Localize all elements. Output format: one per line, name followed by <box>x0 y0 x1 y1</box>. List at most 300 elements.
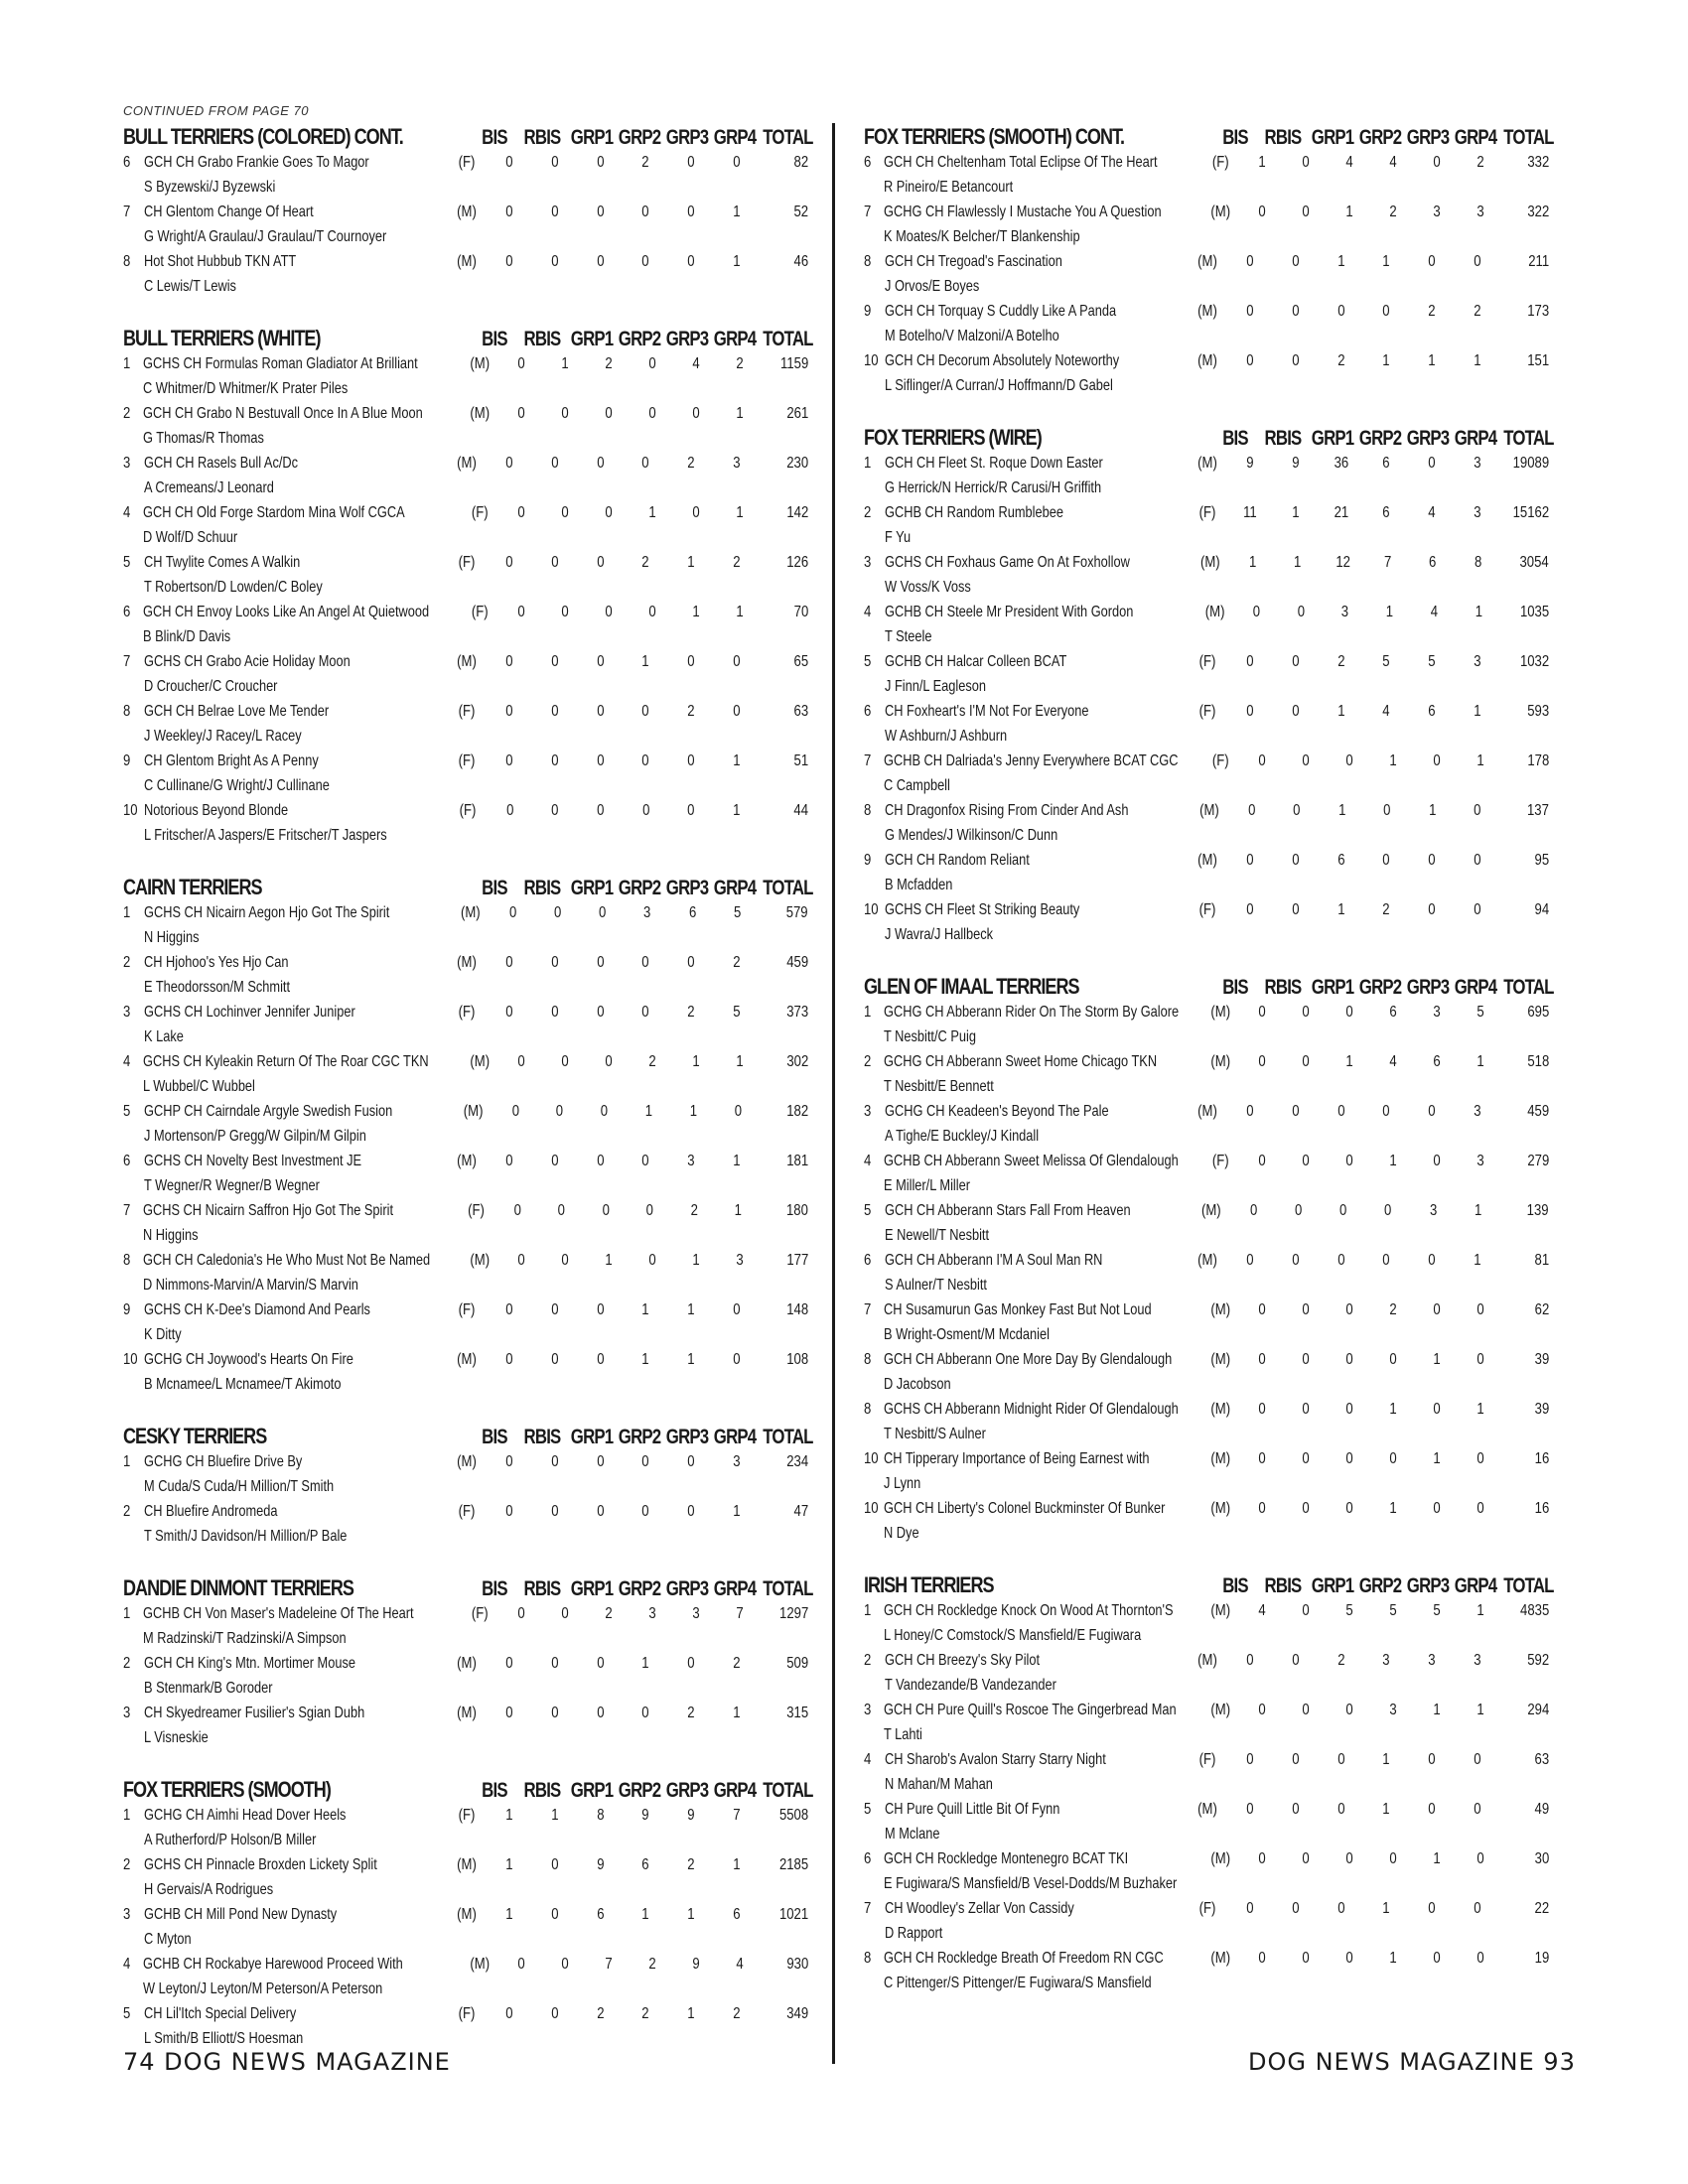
table-row <box>864 451 1559 500</box>
value-grp1: 2 <box>596 2005 605 2022</box>
value-grp2: 1 <box>641 1351 649 1368</box>
section-title: IRISH TERRIERS <box>864 1572 994 1597</box>
value-grp2: 1 <box>1389 1153 1397 1169</box>
rank: 6 <box>123 1153 131 1169</box>
table-row <box>123 200 818 249</box>
dog-info <box>144 798 448 848</box>
header-grp2: GRP2 <box>1358 126 1402 149</box>
value-rbis: 0 <box>551 1301 559 1318</box>
entry-list <box>864 1598 1559 1995</box>
dog-name: GCH CH Tregoad's Fascination <box>884 253 1062 270</box>
header-rbis: RBIS <box>1264 976 1302 999</box>
owners: B Wright-Osment/M Mcdaniel <box>884 1326 1051 1343</box>
sex: (M) <box>1197 1801 1217 1818</box>
table-row <box>864 798 1559 848</box>
value-bis: 0 <box>517 405 525 422</box>
header-grp1: GRP1 <box>570 1779 614 1802</box>
dog-info <box>885 550 1192 600</box>
value-grp4: 0 <box>1474 901 1481 918</box>
table-row <box>123 1952 818 2001</box>
value-grp1: 1 <box>1336 901 1345 918</box>
owners: S Aulner/T Nesbitt <box>884 1277 987 1294</box>
header-grp4: GRP4 <box>713 328 757 350</box>
rank: 2 <box>123 954 131 971</box>
table-row <box>123 798 818 848</box>
header-grp4: GRP4 <box>1454 126 1497 149</box>
sex: (M) <box>1197 1252 1217 1269</box>
dog-info <box>884 1946 1201 1995</box>
value-grp2: 0 <box>641 1503 649 1520</box>
rank: 2 <box>123 1856 131 1873</box>
table-row <box>123 1248 818 1297</box>
owners: C Cullinane/G Wright/J Cullinane <box>143 777 330 794</box>
header-grp3: GRP3 <box>665 126 709 149</box>
value-total: 181 <box>785 1153 808 1169</box>
value-bis: 0 <box>1246 1252 1254 1269</box>
rank: 8 <box>123 1252 131 1269</box>
dog-name: CH Glentom Bright As A Penny <box>143 752 319 769</box>
value-bis: 0 <box>1258 1004 1266 1021</box>
value-bis: 0 <box>505 1301 513 1318</box>
value-grp2: 0 <box>641 204 649 220</box>
table-row <box>123 1852 818 1902</box>
header-grp1: GRP1 <box>1311 976 1354 999</box>
sex: (F) <box>1198 653 1216 670</box>
sex: (M) <box>1210 1351 1231 1368</box>
value-grp4: 3 <box>1474 504 1481 521</box>
value-bis: 0 <box>505 204 513 220</box>
header-grp2: GRP2 <box>1358 1574 1402 1597</box>
value-grp2: 6 <box>1389 1004 1397 1021</box>
owners: F Yu <box>884 529 912 546</box>
value-bis: 0 <box>505 1351 513 1368</box>
owners: G Mendes/J Wilkinson/C Dunn <box>884 827 1058 844</box>
value-grp4: 5 <box>733 1004 741 1021</box>
value-grp2: 6 <box>1382 455 1390 472</box>
entry-list <box>123 1449 818 1549</box>
dog-name: CH Hjohoo's Yes Hjo Can <box>143 954 289 971</box>
table-row <box>123 1000 818 1049</box>
header-grp2: GRP2 <box>618 328 661 350</box>
sex: (M) <box>457 1705 477 1721</box>
header-total: TOTAL <box>1503 1574 1554 1597</box>
value-total: 22 <box>1534 1900 1549 1917</box>
column-headers <box>471 1577 818 1601</box>
value-total: 182 <box>785 1103 808 1120</box>
value-rbis: 0 <box>561 1053 569 1070</box>
value-grp2: 9 <box>641 1807 649 1824</box>
value-grp1: 0 <box>597 802 605 819</box>
rank: 3 <box>123 1705 131 1721</box>
value-bis: 1 <box>505 1856 513 1873</box>
value-grp4: 1 <box>733 204 741 220</box>
value-grp2: 2 <box>648 1956 656 1973</box>
value-grp1: 0 <box>605 604 613 620</box>
owners: L Visneskie <box>143 1729 209 1746</box>
dog-info <box>143 600 461 649</box>
section-header <box>123 1574 818 1601</box>
value-grp3: 1 <box>687 1351 695 1368</box>
owners: L Wubbel/C Wubbel <box>143 1078 256 1095</box>
value-grp3: 2 <box>687 703 695 720</box>
dog-name: Notorious Beyond Blonde <box>143 802 289 819</box>
value-rbis: 0 <box>1292 703 1300 720</box>
section-title: BULL TERRIERS (COLORED) CONT. <box>123 124 403 149</box>
rank: 6 <box>123 604 131 620</box>
table-row <box>864 1598 1559 1648</box>
value-grp1: 0 <box>1345 752 1353 769</box>
value-grp2: 1 <box>641 1655 649 1672</box>
owners: L Honey/C Comstock/S Mansfield/E Fugiwara <box>884 1627 1142 1644</box>
value-total: 592 <box>1526 1652 1549 1669</box>
value-grp2: 2 <box>1389 204 1397 220</box>
value-grp3: 0 <box>1433 752 1441 769</box>
value-grp2: 3 <box>643 904 651 921</box>
owners: L Siflinger/A Curran/J Hoffmann/D Gabel <box>884 377 1113 394</box>
value-grp2: 0 <box>648 355 656 372</box>
rank: 8 <box>123 703 131 720</box>
dog-info <box>884 1598 1201 1648</box>
value-grp3: 0 <box>1428 1751 1436 1768</box>
value-grp4: 1 <box>1477 1053 1484 1070</box>
rank: 9 <box>864 852 872 869</box>
value-rbis: 0 <box>551 1503 559 1520</box>
value-bis: 0 <box>505 653 513 670</box>
header-rbis: RBIS <box>1264 126 1302 149</box>
sex: (F) <box>1198 1900 1216 1917</box>
value-grp4: 2 <box>733 1655 741 1672</box>
value-rbis: 0 <box>1292 352 1300 369</box>
rank: 4 <box>864 1751 872 1768</box>
value-rbis: 0 <box>1302 1450 1310 1467</box>
value-grp4: 0 <box>1474 852 1481 869</box>
header-total: TOTAL <box>763 328 813 350</box>
value-grp4: 0 <box>1474 1751 1481 1768</box>
table-row <box>123 150 818 200</box>
value-grp3: 0 <box>1428 1103 1436 1120</box>
value-grp2: 1 <box>1389 1500 1397 1517</box>
value-grp1: 0 <box>1336 1103 1345 1120</box>
dog-info <box>144 749 447 798</box>
sex: (M) <box>1210 1602 1231 1619</box>
owners: T Vandezande/B Vandezander <box>884 1677 1056 1694</box>
dog-name: GCHG CH Aimhi Head Dover Heels <box>143 1807 347 1824</box>
sex: (M) <box>1210 1301 1231 1318</box>
value-rbis: 0 <box>1292 303 1300 320</box>
value-grp2: 2 <box>641 154 649 171</box>
rank: 2 <box>864 504 872 521</box>
rank: 6 <box>123 154 131 171</box>
rank: 4 <box>123 1053 131 1070</box>
rank: 3 <box>864 1702 872 1718</box>
owners: D Croucher/C Croucher <box>143 678 278 695</box>
sex: (F) <box>458 1807 476 1824</box>
entry-list <box>123 900 818 1397</box>
value-grp4: 1 <box>736 604 744 620</box>
value-total: 95 <box>1534 852 1549 869</box>
value-grp4: 1 <box>1474 1202 1482 1219</box>
sex: (M) <box>1210 1401 1231 1418</box>
dog-name: GCH CH Old Forge Stardom Mina Wolf CGCA <box>143 504 405 521</box>
value-grp4: 3 <box>1474 1652 1481 1669</box>
owners: A Rutherford/P Holson/B Miller <box>143 1832 317 1848</box>
value-bis: 0 <box>1258 752 1266 769</box>
sex: (F) <box>1198 901 1216 918</box>
value-grp4: 3 <box>1477 204 1484 220</box>
header-grp3: GRP3 <box>665 877 709 899</box>
header-grp2: GRP2 <box>618 126 661 149</box>
value-grp1: 2 <box>1336 653 1345 670</box>
value-grp3: 0 <box>1433 1950 1441 1967</box>
rank: 10 <box>864 352 879 369</box>
value-total: 4835 <box>1519 1602 1549 1619</box>
rank: 3 <box>123 455 131 472</box>
dog-name: GCHG CH Flawlessly I Mustache You A Question <box>884 204 1162 220</box>
dog-info <box>885 1747 1188 1797</box>
header-grp4: GRP4 <box>713 1779 757 1802</box>
dog-name: GCHS CH Lochinver Jennifer Juniper <box>143 1004 355 1021</box>
table-row <box>864 897 1559 947</box>
value-grp2: 1 <box>648 504 656 521</box>
owners: M Radzinski/T Radzinski/A Simpson <box>143 1630 347 1647</box>
sex: (F) <box>458 154 476 171</box>
value-total: 148 <box>785 1301 808 1318</box>
value-grp4: 1 <box>733 1153 741 1169</box>
table-row <box>123 2001 818 2051</box>
sex: (F) <box>458 1004 476 1021</box>
dog-info <box>885 249 1188 299</box>
value-total: 137 <box>1526 802 1549 819</box>
header-grp4: GRP4 <box>1454 1574 1497 1597</box>
value-grp3: 9 <box>692 1956 700 1973</box>
value-total: 16 <box>1534 1450 1549 1467</box>
value-grp1: 0 <box>601 1103 609 1120</box>
value-grp1: 0 <box>596 554 605 571</box>
value-grp1: 0 <box>596 1153 605 1169</box>
rank: 9 <box>864 303 872 320</box>
sex: (F) <box>1198 703 1216 720</box>
header-grp2: GRP2 <box>618 1577 661 1600</box>
sex: (M) <box>457 1351 477 1368</box>
dog-info <box>884 1297 1201 1347</box>
dog-name: GCHG CH Keadeen's Beyond The Pale <box>884 1103 1109 1120</box>
dog-name: GCH CH Liberty's Colonel Buckminster Of Bunker <box>884 1500 1166 1517</box>
value-bis: 0 <box>1258 1950 1266 1967</box>
rank: 5 <box>123 1103 131 1120</box>
dog-info <box>143 500 461 550</box>
value-rbis: 0 <box>1292 901 1300 918</box>
header-total: TOTAL <box>1503 427 1554 450</box>
sex: (M) <box>1197 1103 1217 1120</box>
value-rbis: 0 <box>1302 1153 1310 1169</box>
value-rbis: 0 <box>1302 1850 1310 1867</box>
table-row <box>864 1149 1559 1198</box>
section-title: FOX TERRIERS (SMOOTH) <box>123 1777 331 1802</box>
value-grp4: 2 <box>733 2005 741 2022</box>
sex: (M) <box>470 405 491 422</box>
rank: 4 <box>864 1153 872 1169</box>
sex: (M) <box>457 253 477 270</box>
value-grp1: 0 <box>1336 1252 1345 1269</box>
value-grp3: 2 <box>687 455 695 472</box>
value-grp1: 21 <box>1334 504 1348 521</box>
value-grp3: 3 <box>692 1605 700 1622</box>
dog-name: GCH CH Pure Quill's Roscoe The Gingerbread Man <box>884 1702 1177 1718</box>
value-grp1: 0 <box>596 1453 605 1470</box>
value-rbis: 0 <box>1294 1202 1303 1219</box>
value-grp1: 0 <box>1336 1900 1345 1917</box>
value-total: 230 <box>785 455 808 472</box>
value-rbis: 0 <box>1297 604 1305 620</box>
value-total: 39 <box>1534 1351 1549 1368</box>
rank: 1 <box>123 355 131 372</box>
rank: 7 <box>864 752 872 769</box>
value-rbis: 0 <box>1292 852 1300 869</box>
value-total: 459 <box>785 954 808 971</box>
value-total: 63 <box>1534 1751 1549 1768</box>
sex: (M) <box>457 455 477 472</box>
value-grp1: 0 <box>1336 1801 1345 1818</box>
value-bis: 0 <box>1249 1202 1258 1219</box>
value-rbis: 0 <box>1292 1103 1300 1120</box>
value-rbis: 0 <box>561 504 569 521</box>
rank: 5 <box>864 653 872 670</box>
value-grp2: 1 <box>1382 352 1390 369</box>
dog-info <box>885 1198 1192 1248</box>
dog-info <box>144 200 447 249</box>
value-total: 81 <box>1534 1252 1549 1269</box>
rank: 7 <box>123 653 131 670</box>
table-row <box>864 1099 1559 1149</box>
rank: 8 <box>864 253 872 270</box>
entry-list <box>864 1000 1559 1546</box>
dog-info <box>144 1000 447 1049</box>
breed-section <box>864 123 1559 398</box>
value-grp2: 0 <box>641 954 649 971</box>
value-bis: 0 <box>505 154 513 171</box>
continued-note: CONTINUED FROM PAGE 70 <box>123 103 310 118</box>
table-row <box>123 351 818 401</box>
section-title: FOX TERRIERS (WIRE) <box>864 425 1042 450</box>
value-rbis: 0 <box>1302 1950 1310 1967</box>
dog-info <box>885 649 1188 699</box>
value-grp3: 1 <box>1433 1351 1441 1368</box>
owners: D Jacobson <box>884 1376 951 1393</box>
table-row <box>123 1803 818 1852</box>
value-grp3: 0 <box>687 653 695 670</box>
header-bis: BIS <box>482 126 507 149</box>
value-grp1: 0 <box>602 1202 610 1219</box>
column-headers <box>1211 976 1559 1000</box>
table-row <box>123 451 818 500</box>
footer-left: 74 DOG NEWS MAGAZINE <box>123 2048 451 2076</box>
value-grp4: 3 <box>1474 1103 1481 1120</box>
dog-name: GCH CH Abberann One More Day By Glendalough <box>884 1351 1173 1368</box>
section-header <box>123 874 818 900</box>
value-grp3: 0 <box>1428 852 1436 869</box>
value-bis: 0 <box>517 1252 525 1269</box>
value-total: 3054 <box>1519 554 1549 571</box>
sex: (F) <box>458 752 476 769</box>
value-grp3: 1 <box>687 554 695 571</box>
value-bis: 9 <box>1246 455 1254 472</box>
value-total: 126 <box>785 554 808 571</box>
dog-name: CH Susamurun Gas Monkey Fast But Not Loud <box>884 1301 1152 1318</box>
header-grp1: GRP1 <box>1311 1574 1354 1597</box>
sex: (M) <box>457 1153 477 1169</box>
value-grp2: 1 <box>1382 253 1390 270</box>
value-rbis: 0 <box>1302 1301 1310 1318</box>
value-rbis: 0 <box>551 1351 559 1368</box>
dog-name: Hot Shot Hubbub TKN ATT <box>143 253 297 270</box>
value-grp2: 0 <box>1382 1252 1390 1269</box>
value-bis: 0 <box>513 1202 521 1219</box>
footer-right: DOG NEWS MAGAZINE 93 <box>1248 2048 1576 2076</box>
value-grp4: 0 <box>1474 253 1481 270</box>
value-grp2: 0 <box>641 802 650 819</box>
value-bis: 0 <box>505 1453 513 1470</box>
dog-name: CH Lil'Itch Special Delivery <box>143 2005 297 2022</box>
value-grp2: 6 <box>641 1856 649 1873</box>
value-total: 39 <box>1534 1401 1549 1418</box>
breed-section <box>864 973 1559 1546</box>
dog-name: GCH CH Torquay S Cuddly Like A Panda <box>884 303 1117 320</box>
value-grp1: 0 <box>1345 1301 1353 1318</box>
owners: D Rapport <box>884 1925 943 1942</box>
rank: 2 <box>123 1503 131 1520</box>
value-grp4: 0 <box>1477 1950 1484 1967</box>
value-grp1: 0 <box>605 405 613 422</box>
value-rbis: 0 <box>551 954 559 971</box>
table-row <box>123 1701 818 1750</box>
table-row <box>123 1449 818 1499</box>
value-bis: 0 <box>1258 1301 1266 1318</box>
dog-name: GCHG CH Joywood's Hearts On Fire <box>143 1351 353 1368</box>
sex: (M) <box>1210 1004 1231 1021</box>
header-rbis: RBIS <box>1264 1574 1302 1597</box>
owners: W Leyton/J Leyton/M Peterson/A Peterson <box>143 1980 383 1997</box>
value-bis: 0 <box>1246 1801 1254 1818</box>
value-rbis: 0 <box>1292 1801 1300 1818</box>
dog-name: GCH CH Fleet St. Roque Down Easter <box>884 455 1103 472</box>
dog-name: GCHS CH Foxhaus Game On At Foxhollow <box>884 554 1130 571</box>
owners: T Wegner/R Wegner/B Wegner <box>143 1177 320 1194</box>
table-row <box>864 1496 1559 1546</box>
rank: 8 <box>864 1950 872 1967</box>
dog-info <box>884 1496 1201 1546</box>
header-grp3: GRP3 <box>665 1426 709 1448</box>
value-grp2: 2 <box>648 1053 656 1070</box>
table-row <box>123 600 818 649</box>
rank: 2 <box>864 1053 872 1070</box>
value-grp1: 0 <box>1345 1153 1353 1169</box>
value-bis: 0 <box>505 253 513 270</box>
owners: K Moates/K Belcher/T Blankenship <box>884 228 1080 245</box>
rank: 1 <box>123 1807 131 1824</box>
dog-info <box>143 1248 461 1297</box>
value-rbis: 0 <box>1302 1351 1310 1368</box>
rank: 8 <box>864 802 872 819</box>
owners: G Thomas/R Thomas <box>143 430 265 447</box>
dog-name: GCHG CH Abberann Rider On The Storm By Galore <box>884 1004 1180 1021</box>
sex: (M) <box>1210 1950 1231 1967</box>
value-rbis: 0 <box>1302 204 1310 220</box>
header-grp1: GRP1 <box>570 1426 614 1448</box>
value-grp4: 1 <box>1477 752 1484 769</box>
value-rbis: 9 <box>1292 455 1300 472</box>
rank: 1 <box>864 1602 872 1619</box>
owners: C Myton <box>143 1931 192 1948</box>
